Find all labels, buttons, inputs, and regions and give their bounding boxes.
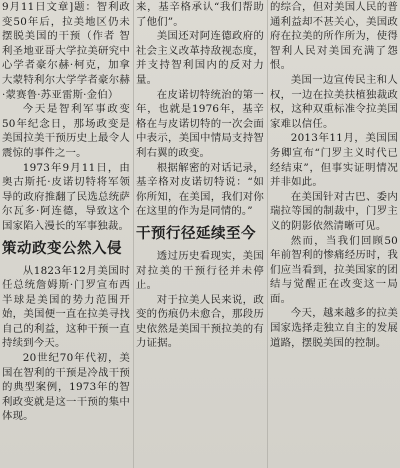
column-3-paragraph: 然而，当我们回顾50年前智利的惨痛经历时，我们应当看到，拉美国家的团结与觉醒正在改变这一局面。 [270, 234, 398, 305]
column-1-paragraph: 1973年9月11日，由奥古斯托·皮诺切特将军领导的政府推翻了民选总统萨尔瓦多·阿连德，导致这个国家陷入漫长的军事独裁。 [2, 161, 130, 232]
column-3-paragraph: 在美国针对古巴、委内瑞拉等国的制裁中，门罗主义的阴影依然清晰可见。 [270, 190, 398, 232]
section-heading: 策动政变公然入侵 [2, 240, 122, 257]
column-2-paragraph: 透过历史看现实，美国对拉美的干预行径并未停止。 [136, 249, 264, 292]
column-2-paragraph: 对于拉美人民来说，政变的伤痕仍未愈合，那段历史依然是美国干预拉美的有力证据。 [136, 293, 264, 350]
column-3-paragraph: 今天，越来越多的拉美国家选择走独立自主的发展道路，摆脱美国的控制。 [270, 307, 398, 349]
column-2-paragraph: 根据解密的对话记录，基辛格对皮诺切特说：“如你所知，在美国，我们对你在这里的作为是同情的。” [136, 161, 264, 218]
column-divider [133, 0, 134, 468]
column-divider [267, 0, 268, 468]
column-1-paragraph: 从1823年12月美国时任总统詹姆斯·门罗宣布西半球是美国的势力范围开始，美国便一直在拉美寻找自己的利益，这种干预一直持续到今天。 [2, 264, 130, 350]
column-1-paragraph: 今天是智利军事政变50年纪念日，那场政变是美国拉美干预历史上最令人震惊的事件之一。 [2, 103, 130, 159]
column-2-paragraph: 在皮诺切特统治的第一年，也就是1976年，基辛格在与皮诺切特的一次会面中表示，美国中情局支持智利右翼的政变。 [136, 88, 264, 159]
column-3-paragraph: 美国一边宣传民主和人权，一边在拉美扶植独裁政权，这种双重标准令拉美国家难以信任。 [270, 73, 398, 130]
article-column-1 [2, 0, 130, 468]
article-column-2 [136, 0, 264, 468]
column-2-paragraph: 来，基辛格承认“我们帮助了他们”。 [136, 1, 264, 28]
article-column-3 [270, 0, 398, 468]
column-2-paragraph: 美国还对阿连德政府的社会主义改革持敌视态度，并支持智利国内的反对力量。 [136, 30, 264, 86]
column-3-paragraph: 2013年11月，美国国务卿宣布“门罗主义时代已经结束”，但事实证明情况并非如此。 [270, 132, 398, 189]
column-1-paragraph: 9月11日文章]题：智利政变50年后，拉美地区仍未摆脱美国的干预（作者 智利圣地亚哥大学拉美研究中心学者豪尔赫·柯克，加拿大蒙特利尔大学学者豪尔赫·蒙赛鲁·苏亚雷斯·金伯） [2, 1, 130, 101]
column-1-paragraph: 20世纪70年代初，美国在智利的干预是冷战干预的典型案例，1973年的智利政变就是这一干预的集中体现。 [2, 352, 130, 423]
column-3-paragraph: 的综合，但对美国人民的普通利益却不甚关心，美国政府在拉美的所作所为，使得智利人民对美国充满了怨恨。 [270, 1, 398, 72]
section-heading: 干预行径延续至今 [136, 225, 256, 242]
